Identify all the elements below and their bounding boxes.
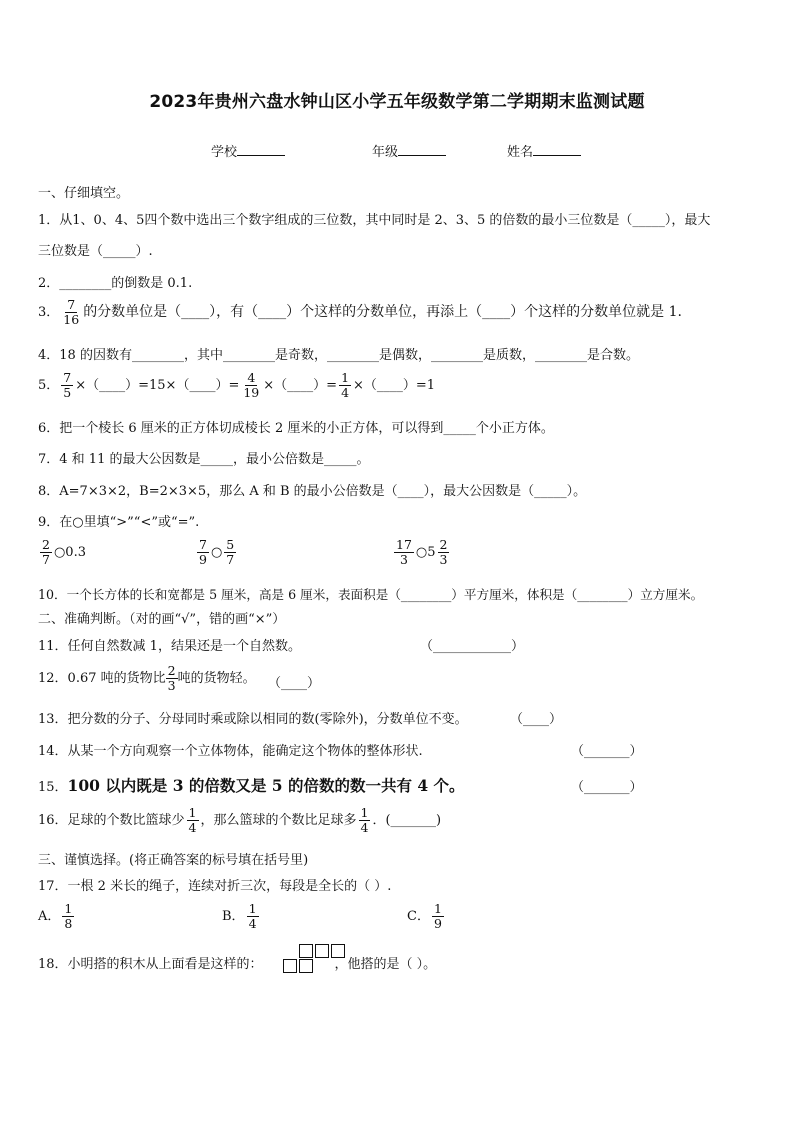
option-a[interactable]: A． $\frac{1}{8}$ — [38, 901, 73, 931]
school-field[interactable]: 学校 — [211, 141, 285, 160]
question-17: 17．一根 2 米长的绳子，连续对折三次，每段是全长的（ ）. — [38, 879, 392, 894]
question-16: 16．足球的个数比篮球少 $\frac{1}{4}$ ，那么篮球的个数比足球多 $\frac{1}{4}$ ．(_______) — [38, 805, 442, 835]
question-9: 9．在○里填“>”“<”或“=”. — [38, 515, 200, 530]
question-15: 15．100 以内既是 3 的倍数又是 5 的倍数的数一共有 4 个。 — [38, 776, 465, 795]
section-heading: 二、准确判断。（对的画“√”，错的画“×”） — [38, 612, 286, 627]
compare-item-a: $\frac{2}{7}$ ○0.3 — [42, 537, 86, 567]
question-7: 7．4 和 11 的最大公因数是_____，最小公倍数是_____。 — [38, 452, 370, 467]
name-field[interactable]: 姓名 — [507, 141, 581, 160]
grade-field[interactable]: 年级 — [372, 141, 446, 160]
question-13: 13．把分数的分子、分母同时乘或除以相同的数(零除外)，分数单位不变。 — [38, 712, 468, 727]
question-6: 6．把一个棱长 6 厘米的正方体切成棱长 2 厘米的小正方体，可以得到_____个小正方体。 — [38, 421, 554, 436]
section-heading: 一、仔细填空。 — [38, 186, 130, 201]
answer-blank[interactable]: （____________） — [420, 639, 525, 654]
question-4: 4．18 的因数有________，其中________是奇数，________是偶数，________是质数，________是合数。 — [38, 348, 639, 363]
question-18: 18．小明搭的积木从上面看是这样的： ，他搭的是（ ）。 — [38, 957, 437, 972]
option-b[interactable]: B． $\frac{1}{4}$ — [222, 901, 257, 931]
question-11: 11．任何自然数减 1，结果还是一个自然数。 — [38, 639, 301, 654]
question-1-continued: 三位数是（_____）. — [38, 244, 153, 259]
answer-blank[interactable]: （____） — [510, 712, 563, 727]
question-2: 2．________的倒数是 0.1. — [38, 276, 193, 291]
question-14: 14．从某一个方向观察一个立体物体，能确定这个物体的整体形状. — [38, 744, 423, 759]
option-c[interactable]: C． $\frac{1}{9}$ — [407, 901, 442, 931]
compare-item-b: $\frac{7}{9}$ ○ $\frac{5}{7}$ — [199, 537, 235, 567]
compare-item-c: $\frac{17}{3}$ ○5 $\frac{2}{3}$ — [396, 537, 448, 567]
question-3: 3． $\frac{7}{16}$ 的分数单位是（____），有（____）个这样的分数单位，再添上（____）个这样的分数单位就是 1. — [38, 297, 682, 327]
answer-blank[interactable]: （____） — [268, 676, 321, 691]
page-title: 2023年贵州六盘水钟山区小学五年级数学第二学期期末监测试题 — [149, 92, 645, 112]
question-10: 10．一个长方体的长和宽都是 5 厘米，高是 6 厘米，表面积是（________）平方厘米，体积是（________）立方厘米。 — [38, 587, 704, 602]
question-1: 1．从1、0、4、5四个数中选出三个数字组成的三位数，其中同时是 2、3、5 的倍数的最小三位数是（_____），最大 — [38, 213, 711, 228]
answer-blank[interactable]: （_______） — [571, 744, 643, 759]
answer-blank[interactable]: （_______） — [571, 780, 643, 795]
question-12: 12．0.67 吨的货物比 $\frac{2}{3}$ 吨的货物轻。 — [38, 663, 256, 693]
top-view-blocks-figure — [283, 944, 349, 976]
question-5: 5． $\frac{7}{5}$ ×（____）=15×（____）= $\frac{4}{19}$ ×（____）= $\frac{1}{4}$ ×（____）=1 — [38, 370, 436, 400]
question-8: 8．A=7×3×2，B=2×3×5，那么 A 和 B 的最小公倍数是（____），最大公因数是（_____）。 — [38, 484, 587, 499]
section-heading: 三、谨慎选择。(将正确答案的标号填在括号里) — [38, 853, 309, 868]
